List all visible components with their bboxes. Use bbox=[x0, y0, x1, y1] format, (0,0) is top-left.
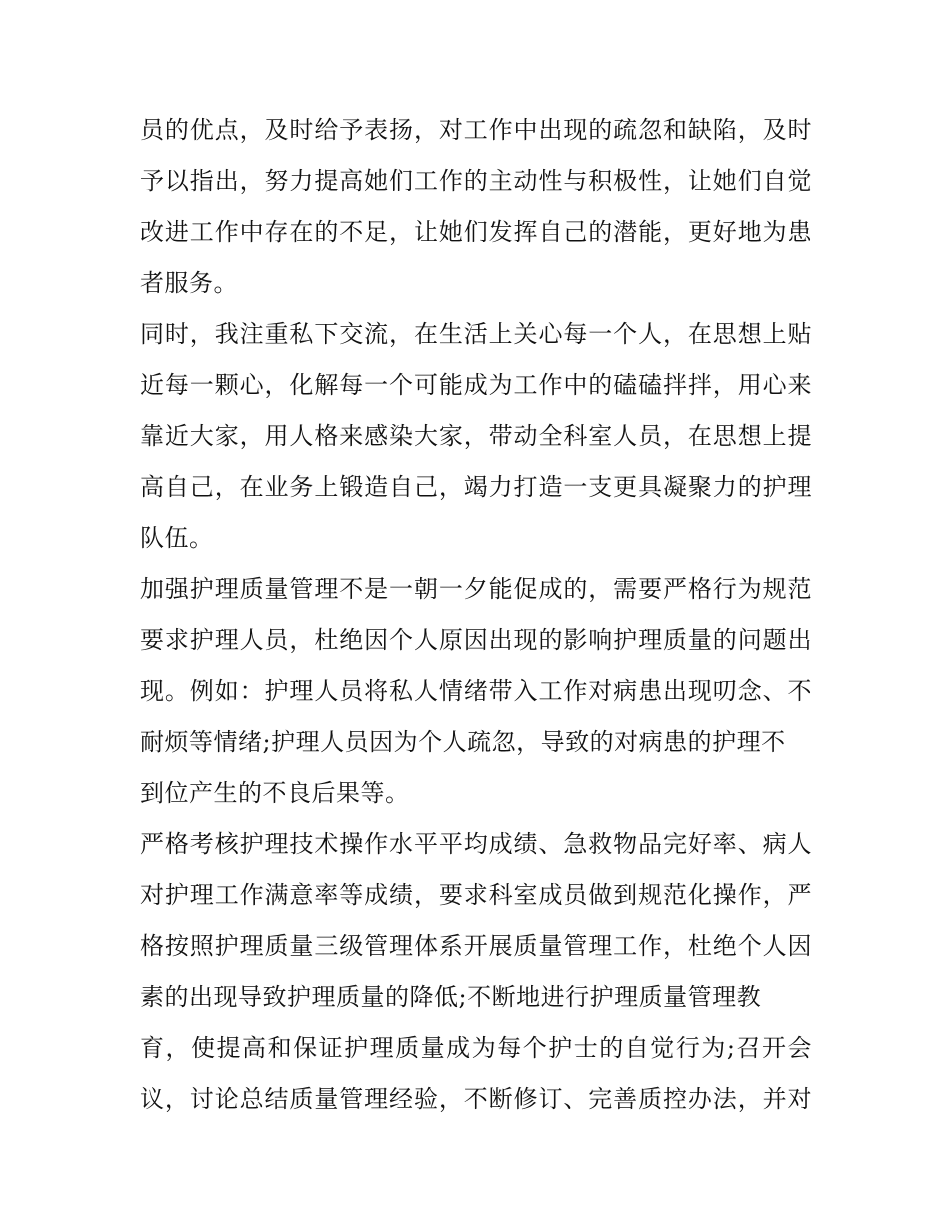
text-line: 予以指出，努力提高她们工作的主动性与积极性，让她们自觉 bbox=[140, 167, 812, 195]
text-line: 严格考核护理技术操作水平平均成绩、急救物品完好率、病人 bbox=[140, 830, 812, 858]
text-line: 同时，我注重私下交流，在生活上关心每一个人，在思想上贴 bbox=[140, 320, 812, 348]
paragraph-4 bbox=[140, 819, 812, 1125]
text-line: 者服务。 bbox=[140, 269, 238, 297]
text-line: 耐烦等情绪;护理人员因为个人疏忽，导致的对病患的护理不 bbox=[140, 728, 786, 756]
text-line: 员的优点，及时给予表扬，对工作中出现的疏忽和缺陷，及时 bbox=[140, 116, 812, 144]
text-line: 队伍。 bbox=[140, 524, 214, 552]
text-line: 靠近大家，用人格来感染大家，带动全科室人员，在思想上提 bbox=[140, 422, 812, 450]
text-line: 育，使提高和保证护理质量成为每个护士的自觉行为;召开会 bbox=[140, 1034, 812, 1062]
text-line: 加强护理质量管理不是一朝一夕能促成的，需要严格行为规范 bbox=[140, 575, 812, 603]
text-line: 到位产生的不良后果等。 bbox=[140, 779, 410, 807]
text-line: 近每一颗心，化解每一个可能成为工作中的磕磕拌拌，用心来 bbox=[140, 371, 812, 399]
text-line: 议，讨论总结质量管理经验，不断修订、完善质控办法，并对 bbox=[140, 1085, 812, 1113]
text-line: 现。例如：护理人员将私人情绪带入工作对病患出现叨念、不 bbox=[140, 677, 812, 705]
paragraph-3 bbox=[140, 564, 812, 819]
paragraph-1 bbox=[140, 105, 812, 309]
document-body bbox=[140, 105, 812, 1125]
text-line: 改进工作中存在的不足，让她们发挥自己的潜能，更好地为患 bbox=[140, 218, 812, 246]
text-line: 要求护理人员，杜绝因个人原因出现的影响护理质量的问题出 bbox=[140, 626, 812, 654]
text-line: 对护理工作满意率等成绩，要求科室成员做到规范化操作，严 bbox=[140, 881, 812, 909]
text-line: 高自己，在业务上锻造自己，竭力打造一支更具凝聚力的护理 bbox=[140, 473, 812, 501]
text-line: 素的出现导致护理质量的降低;不断地进行护理质量管理教 bbox=[140, 983, 762, 1011]
text-line: 格按照护理质量三级管理体系开展质量管理工作，杜绝个人因 bbox=[140, 932, 812, 960]
paragraph-2 bbox=[140, 309, 812, 564]
